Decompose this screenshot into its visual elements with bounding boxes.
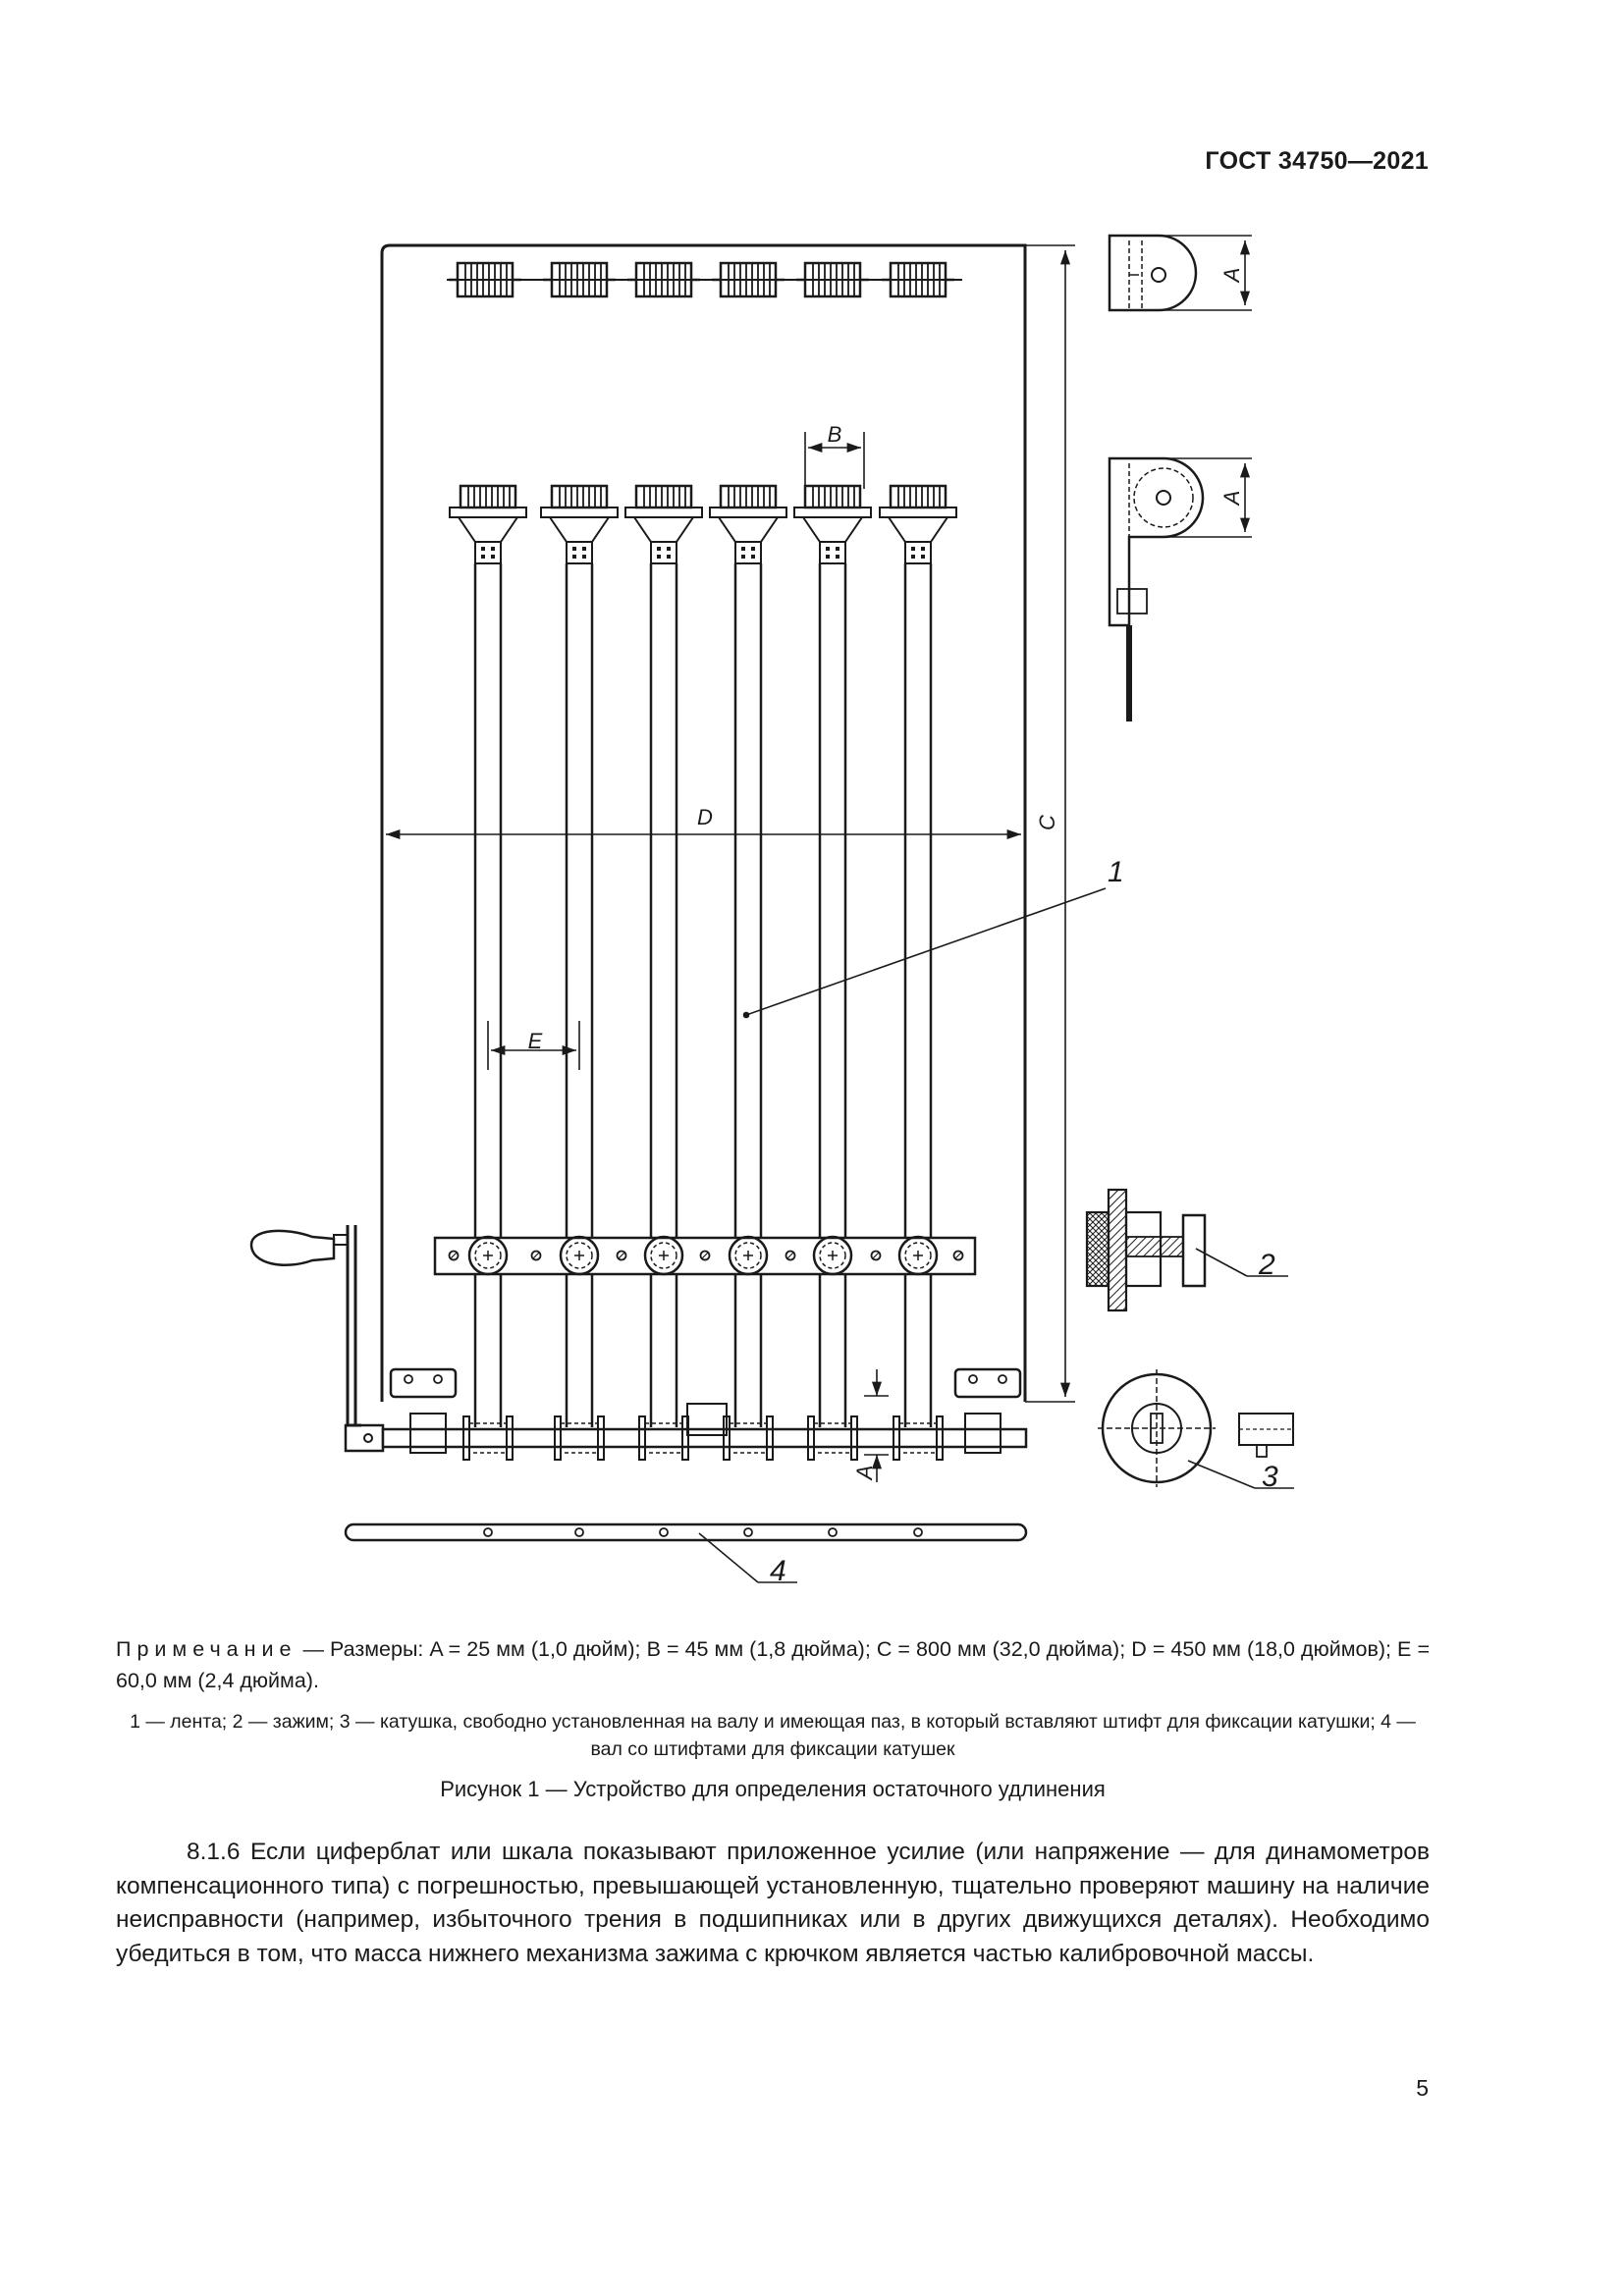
callout-4: 4 <box>770 1555 786 1587</box>
document-id: ГОСТ 34750—2021 <box>1205 147 1429 175</box>
note-text: — Размеры: A = 25 мм (1,0 дюйм); B = 45 мм (1,8 дюйма); C = 800 мм (32,0 дюйма); D = 450 мм (18,0 дюймов); E = 60,0 мм (2,4 дюйма). <box>116 1637 1430 1692</box>
pin-shaft <box>346 1524 1026 1540</box>
figure-note <box>116 1633 1430 1696</box>
figure-legend: 1 — лента; 2 — зажим; 3 — катушка, свободно установленная на валу и имеющая паз, в который вставляют штифт для фиксации катушки; 4 — вал со штифтами для фиксации катушек <box>130 1711 1416 1760</box>
dim-label-e: E <box>527 1029 543 1053</box>
dimension-lines <box>386 245 1075 1482</box>
dim-label-a-top: A <box>1219 267 1244 283</box>
callout-1: 1 <box>1108 856 1124 888</box>
body-paragraph: 8.1.6 Если циферблат или шкала показывают приложенное усилие (или напряжение — для динамометров компенсационного типа) с погрешностью, превышающей установленную, тщательно проверяют машину на наличие неисправности (например, избыточного трения в подшипниках или в других движущихся деталях). Необходимо убедиться в том, что масса нижнего механизма зажима с крючком является частью калибровочной массы. <box>116 1839 1430 1967</box>
figure-caption: Рисунок 1 — Устройство для определения остаточного удлинения <box>440 1777 1106 1801</box>
crank-handle <box>251 1225 383 1451</box>
dim-label-b: B <box>827 422 842 447</box>
top-reel-row <box>447 263 962 296</box>
dim-label-a-mid: A <box>1219 490 1244 506</box>
dim-label-d: D <box>697 805 713 829</box>
tape-strips <box>450 486 956 1427</box>
callout-2: 2 <box>1259 1249 1275 1281</box>
clamp-detail <box>1087 1190 1205 1310</box>
dim-label-a-bottom: A <box>852 1465 877 1480</box>
callout-3: 3 <box>1262 1461 1278 1493</box>
page-number: 5 <box>1416 2075 1429 2101</box>
dim-label-c: C <box>1035 815 1059 830</box>
clamp-bar <box>435 1237 975 1274</box>
note-word: Примечание <box>116 1637 298 1661</box>
